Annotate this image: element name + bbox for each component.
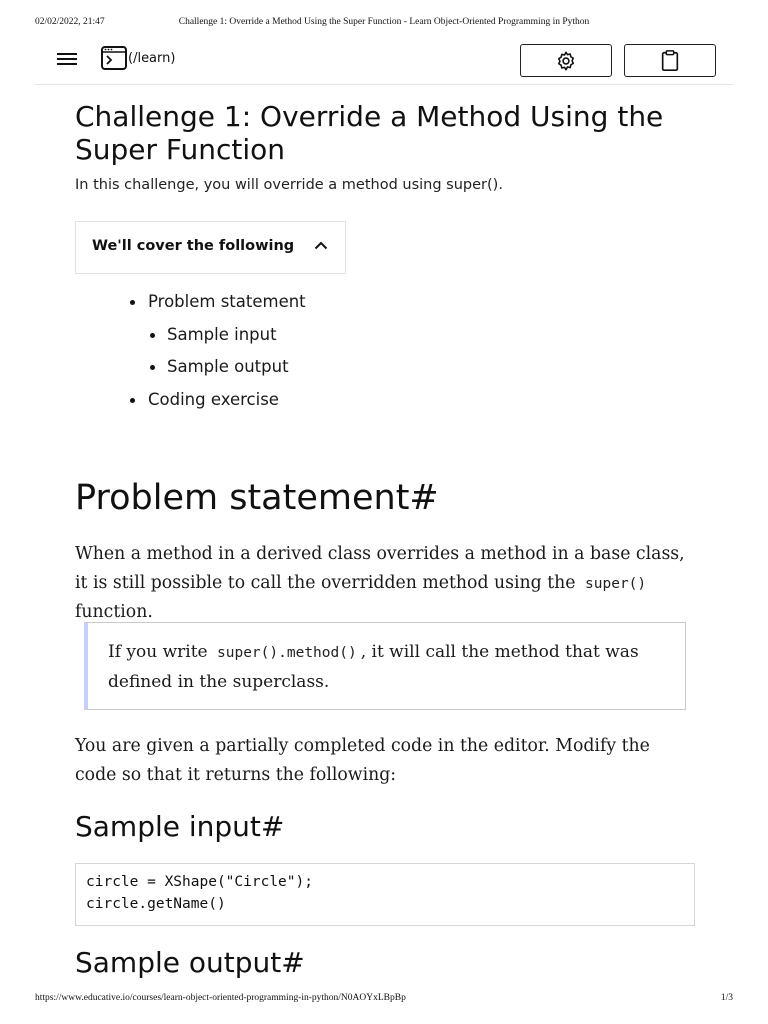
code-line: circle = XShape("Circle"); <box>86 874 313 890</box>
hamburger-menu-icon[interactable] <box>57 50 77 66</box>
inline-code-super-method: super().method() <box>217 645 357 661</box>
code-line: circle.getName() <box>86 896 226 912</box>
problem-paragraph-1: When a method in a derived class overrides a method in a base class, it is still possible to call the overridden method using the super() function. <box>75 544 685 622</box>
top-navigation-bar <box>35 40 733 85</box>
print-url: https://www.educative.io/courses/learn-object-oriented-programming-in-python/N0AOYxLBpBp <box>35 993 406 1003</box>
print-datetime: 02/02/2022, 21:47 <box>35 17 105 27</box>
note-callout <box>84 622 686 710</box>
toc-heading: We'll cover the following <box>92 238 295 254</box>
print-page-number: 1/3 <box>720 993 733 1003</box>
clipboard-button[interactable] <box>624 44 716 77</box>
inline-code-super: super() <box>585 575 647 592</box>
note-text: If you write super().method() , it will call the method that was defined in the superclass. <box>108 642 639 692</box>
clipboard-icon <box>660 50 680 72</box>
sample-input-heading: Sample input# <box>75 810 285 843</box>
logo-link[interactable] <box>101 46 175 70</box>
toc-item-label: Sample output <box>167 357 289 376</box>
lesson-subtitle: In this challenge, you will override a method using super(). <box>75 177 503 193</box>
logo-text: (/learn) <box>128 50 176 66</box>
lesson-header <box>75 100 695 193</box>
table-of-contents-panel <box>75 221 346 274</box>
sample-input-code-block[interactable] <box>75 863 695 926</box>
print-page-title: Challenge 1: Override a Method Using the Super Function - Learn Object-Oriented Programming in Python <box>178 17 590 27</box>
settings-button[interactable] <box>520 44 612 77</box>
toc-item-label: Coding exercise <box>148 389 279 409</box>
toc-item-label: Sample input <box>167 324 277 344</box>
gear-icon <box>555 50 577 72</box>
toc-item-label: Problem statement <box>148 292 306 311</box>
problem-paragraph-2: You are given a partially completed code in the editor. Modify the code so that it returns the following: <box>75 736 650 785</box>
problem-statement-heading: Problem statement# <box>75 478 439 518</box>
chevron-up-icon[interactable] <box>314 241 328 250</box>
sample-output-heading: Sample output# <box>75 946 305 979</box>
terminal-icon <box>101 46 127 70</box>
page-title: Challenge 1: Override a Method Using the Super Function <box>75 100 664 166</box>
